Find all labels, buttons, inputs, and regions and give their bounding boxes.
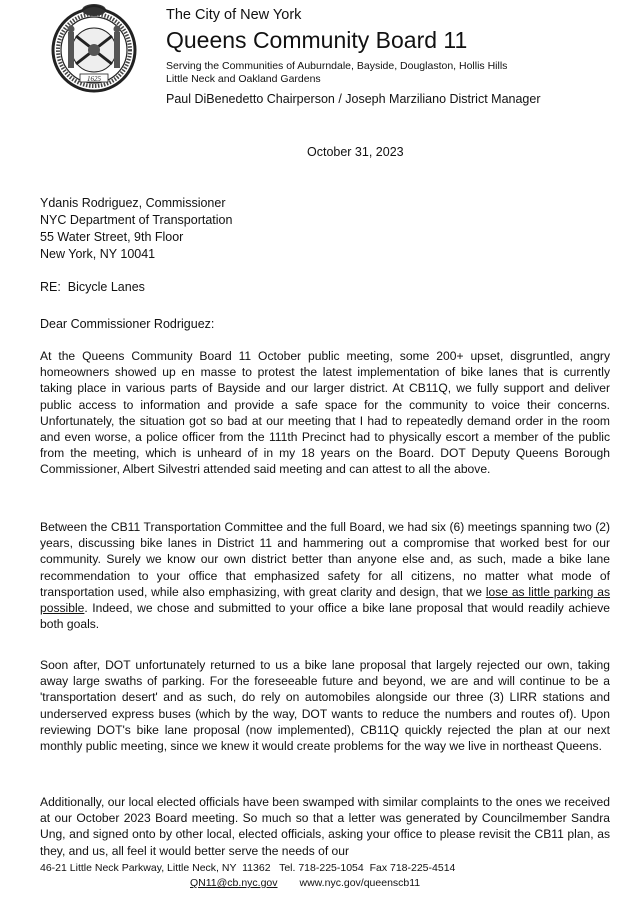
subject-line: RE: Bicycle Lanes bbox=[40, 280, 145, 294]
salutation: Dear Commissioner Rodriguez: bbox=[40, 317, 215, 331]
nyc-seal-icon bbox=[40, 2, 148, 94]
seal-year: 1625 bbox=[87, 75, 101, 83]
footer-address: 46-21 Little Neck Parkway, Little Neck, NY 11362 Tel. 718-225-1054 Fax 718-225-4514 bbox=[40, 862, 456, 874]
website-link[interactable]: www.nyc.gov/queenscb11 bbox=[299, 877, 421, 889]
city-name: The City of New York bbox=[166, 7, 302, 23]
paragraph-2-text-a: Between the CB11 Transportation Committee and the full Board, we had six (6) meetings spanning two (2) years, discussing bike lanes in District 11 and hammering out a compromise that worked best for our community. Surely we know our own district better than anyone else and, as such, made a bike lane recommendation to your office that emphasized safety for all citizens, no matter what mode of transportation used, while also emphasizing, with great clarity and design, that we bbox=[40, 520, 610, 599]
paragraph-2-underlined: lose as little parking as possible bbox=[40, 584, 611, 616]
paragraph-3: Soon after, DOT unfortunately returned to us a bike lane proposal that largely rejected our own, taking away large swaths of parking. For the foreseeable future and beyond, we are and will continue to be a 'transportation desert' and as such, do rely on automobiles alongside our three (3) LIRR stations and underserved express buses (which by the way, DOT wants to reduce the numbers and routes of). Upon reviewing DOT's bike lane proposal (now implemented), CB11Q quickly rejected the plan at our next monthly public meeting, since we knew it would create problems for the way we live in northeast Queens. bbox=[40, 658, 610, 754]
serving-line-1: Serving the Communities of Auburndale, Bayside, Douglaston, Hollis Hills bbox=[166, 60, 508, 72]
recipient-line-3: 55 Water Street, 9th Floor bbox=[40, 230, 184, 244]
board-name: Queens Community Board 11 bbox=[166, 27, 468, 53]
paragraph-4: Additionally, our local elected officials have been swamped with similar complaints to the ones we received at our October 2023 Board meeting. So much so that a letter was generated by Councilmember Sandra Ung, and signed onto by other local, elected officials, asking your office to please revisit the CB11 plan, as they, and us, all feel it would better serve the needs of our bbox=[40, 795, 610, 858]
paragraph-2 bbox=[40, 519, 610, 632]
recipient-line-1: Ydanis Rodriguez, Commissioner bbox=[40, 196, 226, 210]
officers-line: Paul DiBenedetto Chairperson / Joseph Marziliano District Manager bbox=[166, 92, 541, 106]
recipient-line-4: New York, NY 10041 bbox=[40, 247, 156, 261]
serving-line-2: Little Neck and Oakland Gardens bbox=[166, 73, 321, 85]
paragraph-1: At the Queens Community Board 11 October public meeting, some 200+ upset, disgruntled, angry homeowners showed up en masse to protest the latest implementation of bike lanes that is currently taking place in various parts of Bayside and our larger district. At CB11Q, we fully support and deliver public access to information and provide a safe space for the community to voice their concerns. Unfortunately, the situation got so bad at our meeting that I had to repeatedly demand order in the room and even worse, a police officer from the 111th Precinct had to physically escort a member of the public from the meeting, which is unheard of in my 18 years on the Board. DOT Deputy Queens Borough Commissioner, Albert Silvestri attended said meeting and can attest to all the above. bbox=[40, 349, 610, 477]
recipient-address bbox=[40, 195, 232, 263]
paragraph-2-text-b: . Indeed, we chose and submitted to your office a bike lane proposal that would readily achieve both goals. bbox=[40, 601, 610, 632]
recipient-line-2: NYC Department of Transportation bbox=[40, 213, 233, 227]
letterhead bbox=[166, 6, 626, 107]
email-link[interactable]: QN11@cb.nyc.gov bbox=[190, 877, 278, 889]
city-seal bbox=[40, 2, 148, 94]
footer-contact bbox=[190, 876, 420, 890]
letter-date: October 31, 2023 bbox=[307, 145, 404, 159]
